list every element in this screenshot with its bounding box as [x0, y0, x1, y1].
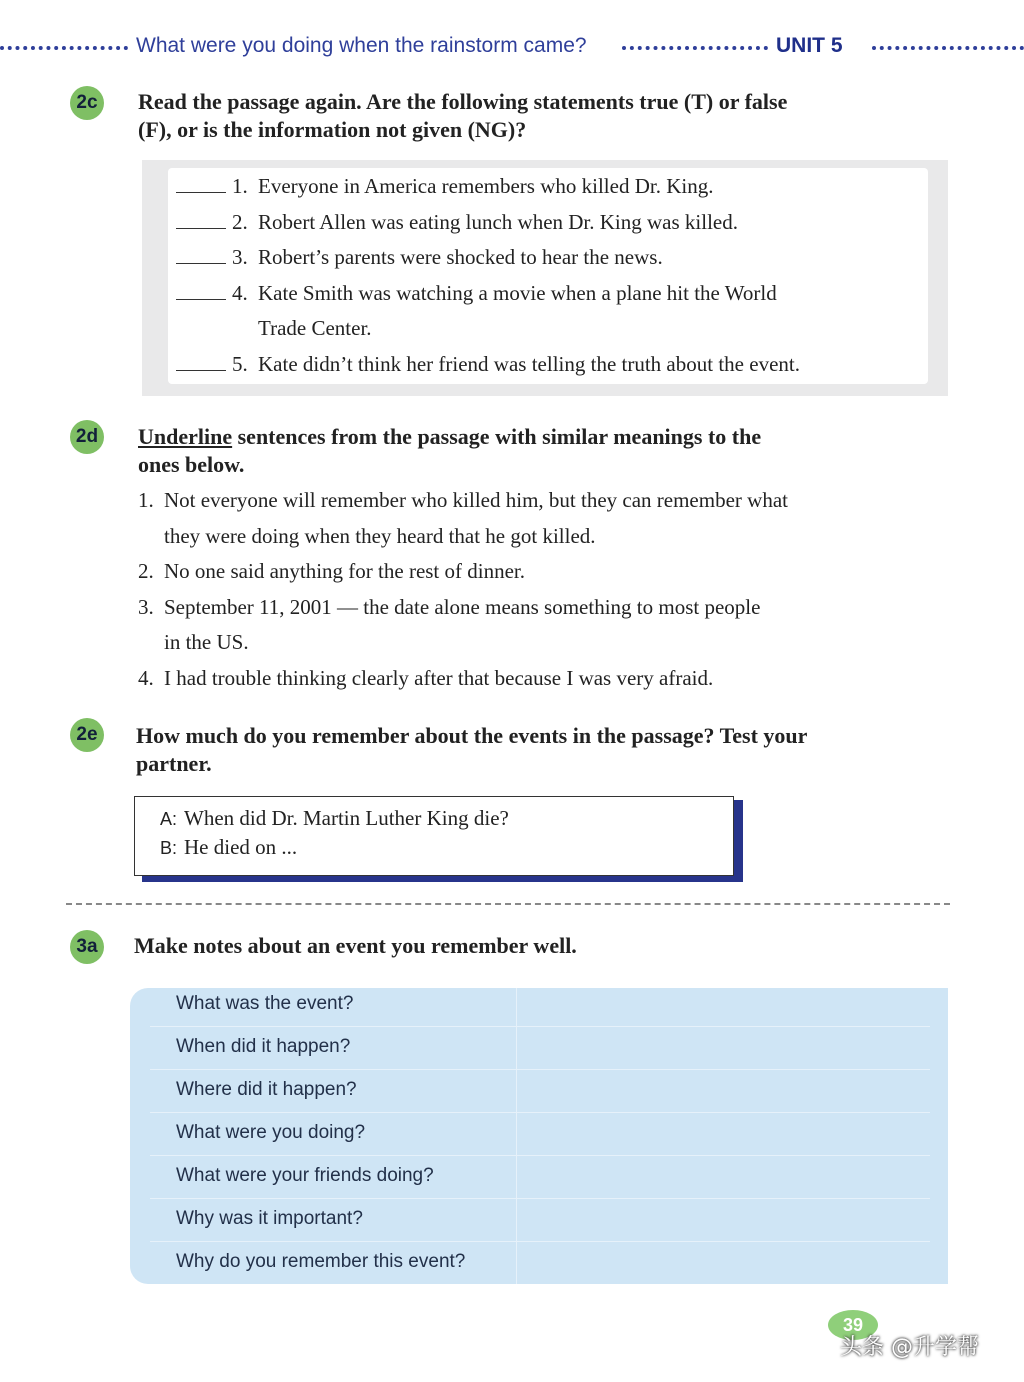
sentence-3 — [138, 595, 760, 620]
statement-text: Kate Smith was watching a movie when a plane hit the World — [258, 281, 777, 305]
sentence-1-continuation: they were doing when they heard that he got killed. — [164, 524, 596, 548]
dialogue-text: When did Dr. Martin Luther King die? — [184, 806, 509, 830]
underline-keyword: Underline — [138, 424, 233, 449]
dialogue-line-b — [160, 835, 297, 860]
notes-question-2: When did it happen? — [176, 1036, 351, 1057]
speaker-label: B: — [160, 838, 178, 858]
answer-blank-2[interactable] — [176, 212, 226, 229]
header-dots-left — [0, 46, 128, 50]
sentence-number: 1. — [138, 488, 154, 512]
statement-number: 4. — [232, 281, 248, 305]
section-badge-2e: 2e — [70, 718, 104, 752]
instruction-2d — [138, 423, 948, 479]
unit-label: UNIT 5 — [776, 34, 843, 57]
notes-question-6: Why was it important? — [176, 1208, 363, 1229]
notes-row-divider — [150, 1198, 930, 1199]
statement-1 — [176, 174, 713, 199]
notes-question-1: What was the event? — [176, 993, 354, 1014]
page-number: 39 — [828, 1310, 878, 1340]
answer-blank-4[interactable] — [176, 283, 226, 300]
instruction-3a: Make notes about an event you remember well. — [134, 933, 577, 958]
watermark: 头条 @升学帮 — [840, 1335, 979, 1360]
instruction-2d-rest: sentences from the passage with similar meanings to the — [232, 424, 762, 449]
speaker-label: A: — [160, 809, 178, 829]
section-divider — [66, 903, 950, 905]
statement-number: 5. — [232, 352, 248, 376]
sentence-text: No one said anything for the rest of dinner. — [164, 559, 525, 583]
statement-text: Everyone in America remembers who killed Dr. King. — [258, 174, 714, 198]
section-badge-2d: 2d — [70, 420, 104, 454]
statement-3 — [176, 245, 663, 270]
sentence-3-continuation: in the US. — [164, 630, 249, 654]
notes-question-5: What were your friends doing? — [176, 1165, 434, 1186]
sentence-text: September 11, 2001 — the date alone means something to most people — [164, 595, 761, 619]
statement-number: 1. — [232, 174, 248, 198]
notes-row-divider — [150, 1155, 930, 1156]
notes-row-divider — [150, 1069, 930, 1070]
notes-question-7: Why do you remember this event? — [176, 1251, 466, 1272]
sentence-2 — [138, 559, 525, 584]
dialogue-line-a — [160, 806, 509, 831]
notes-row-divider — [150, 1241, 930, 1242]
answer-blank-5[interactable] — [176, 354, 226, 371]
header-dots-middle — [622, 46, 768, 50]
instruction-2e-line1: How much do you remember about the events in the passage? Test your — [136, 723, 808, 748]
instruction-2c-line2: (F), or is the information not given (NG)? — [138, 117, 527, 142]
answer-blank-1[interactable] — [176, 176, 226, 193]
header-dots-right — [872, 46, 1024, 50]
statement-4 — [176, 281, 777, 306]
statement-4-continuation: Trade Center. — [258, 316, 372, 340]
notes-question-3: Where did it happen? — [176, 1079, 357, 1100]
running-header-title: What were you doing when the rainstorm came? — [136, 34, 587, 57]
sentence-text: Not everyone will remember who killed him, but they can remember what — [164, 488, 788, 512]
notes-column-divider — [516, 988, 517, 1284]
statement-text: Kate didn’t think her friend was telling the truth about the event. — [258, 352, 800, 376]
sentence-number: 3. — [138, 595, 154, 619]
sentence-text: I had trouble thinking clearly after that because I was very afraid. — [164, 666, 714, 690]
instruction-2e — [136, 722, 946, 778]
sentence-4 — [138, 666, 713, 691]
statement-text: Robert’s parents were shocked to hear the news. — [258, 245, 663, 269]
notes-row-divider — [150, 1112, 930, 1113]
instruction-2c — [138, 88, 948, 144]
statement-number: 3. — [232, 245, 248, 269]
answer-blank-3[interactable] — [176, 247, 226, 264]
notes-question-4: What were you doing? — [176, 1122, 366, 1143]
section-badge-2c: 2c — [70, 86, 104, 120]
sentence-1 — [138, 488, 788, 513]
dialogue-text: He died on ... — [184, 835, 298, 859]
section-badge-3a: 3a — [70, 930, 104, 964]
sentence-number: 4. — [138, 666, 154, 690]
sentence-number: 2. — [138, 559, 154, 583]
notes-row-divider — [150, 1026, 930, 1027]
statement-2 — [176, 210, 738, 235]
instruction-2d-line2: ones below. — [138, 452, 245, 477]
instruction-2e-line2: partner. — [136, 751, 212, 776]
instruction-2c-line1: Read the passage again. Are the following statements true (T) or false — [138, 89, 788, 114]
statement-number: 2. — [232, 210, 248, 234]
statement-text: Robert Allen was eating lunch when Dr. King was killed. — [258, 210, 738, 234]
statement-5 — [176, 352, 800, 377]
dialogue-box-shadow-right — [733, 800, 743, 882]
